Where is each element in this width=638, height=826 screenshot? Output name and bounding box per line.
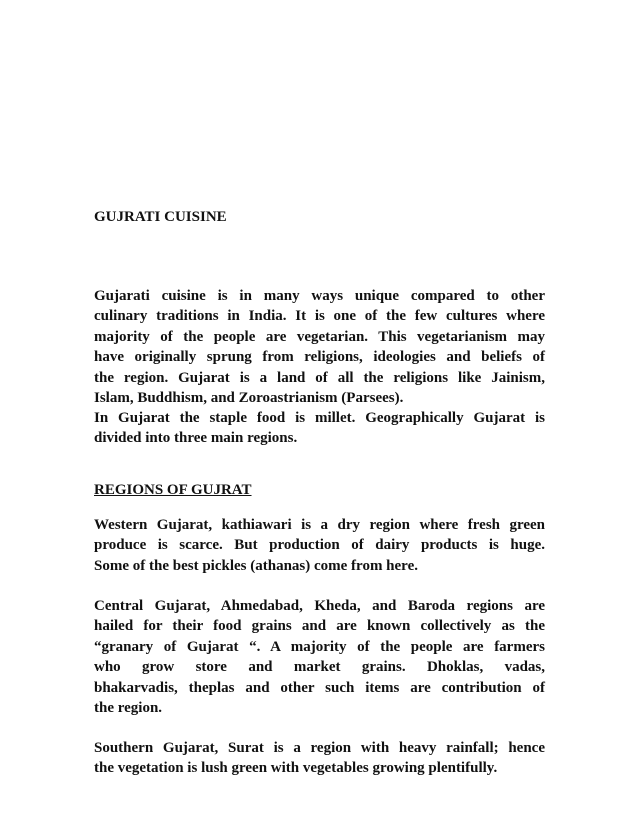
western-line: produce is scarce. But production of dairy products is huge. xyxy=(94,537,545,554)
document-title: GUJRATI CUISINE xyxy=(94,209,227,225)
intro-paragraph xyxy=(94,286,545,408)
intro-line: majority of the people are vegetarian. This vegetarianism may xyxy=(94,328,545,345)
regions-heading: REGIONS OF GUJRAT xyxy=(94,482,252,498)
staple-food-paragraph xyxy=(94,408,545,449)
southern-line: Southern Gujarat, Surat is a region with heavy rainfall; hence xyxy=(94,740,545,756)
intro-line: culinary traditions in India. It is one of the few cultures where xyxy=(94,308,545,325)
central-line: who grow store and market grains. Dhoklas, vadas, xyxy=(94,659,545,676)
central-line: hailed for their food grains and are known collectively as the xyxy=(94,618,545,635)
central-line: bhakarvadis, theplas and other such items are contribution of xyxy=(94,679,545,696)
intro-line: have originally sprung from religions, ideologies and beliefs of xyxy=(94,349,545,366)
central-line: “granary of Gujarat “. A majority of the people are farmers xyxy=(94,638,545,655)
central-line: the region. xyxy=(94,700,163,717)
staple-line: divided into three main regions. xyxy=(94,430,298,447)
western-line: Some of the best pickles (athanas) come from here. xyxy=(94,557,418,574)
central-line: Central Gujarat, Ahmedabad, Kheda, and Baroda regions are xyxy=(94,598,545,614)
central-gujarat-paragraph xyxy=(94,596,545,718)
western-line: Western Gujarat, kathiawari is a dry region where fresh green xyxy=(94,517,545,533)
southern-line: the vegetation is lush green with vegetables growing plentifully. xyxy=(94,760,498,777)
intro-line: Gujarati cuisine is in many ways unique compared to other xyxy=(94,288,545,304)
staple-line: In Gujarat the staple food is millet. Geographically Gujarat is xyxy=(94,410,545,426)
southern-gujarat-paragraph xyxy=(94,738,545,779)
intro-line: the region. Gujarat is a land of all the religions like Jainism, xyxy=(94,369,545,386)
intro-line: Islam, Buddhism, and Zoroastrianism (Parsees). xyxy=(94,390,404,407)
western-gujarat-paragraph xyxy=(94,515,545,576)
